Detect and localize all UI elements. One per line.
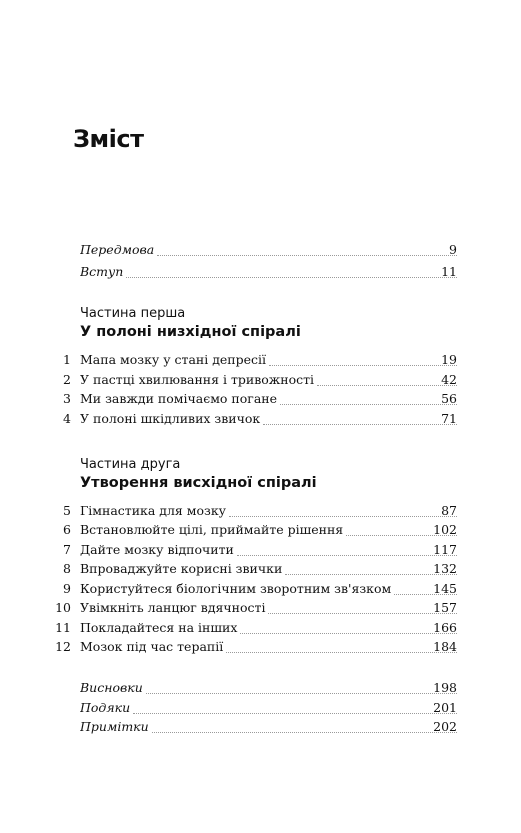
toc-chapter-11[interactable] <box>0 618 521 638</box>
chapter-title: Покладайтеся на інших <box>80 620 238 635</box>
toc-page-number: 157 <box>433 600 457 615</box>
toc-page-number: 56 <box>441 391 457 406</box>
chapter-title: Мапа мозку у стані депресії <box>80 352 267 367</box>
chapter-title: У полоні шкідливих звичок <box>80 411 261 426</box>
toc-chapter-10[interactable] <box>0 598 521 618</box>
toc-entry-label: Вступ <box>80 264 124 279</box>
dot-leader <box>152 731 457 733</box>
part-one-title: У полоні низхідної спіралі <box>80 324 301 340</box>
toc-entry-intro[interactable] <box>0 262 521 282</box>
toc-chapter-7[interactable] <box>0 540 521 560</box>
chapter-title: Гімнастика для мозку <box>80 503 226 518</box>
chapter-number: 4 <box>63 411 71 426</box>
part-two-label: Частина друга <box>80 457 181 472</box>
chapter-title: У пастці хвилювання і тривожності <box>80 372 315 387</box>
toc-chapter-1[interactable] <box>0 350 521 370</box>
toc-page-number: 117 <box>433 542 457 557</box>
toc-entry-conclusions[interactable] <box>0 678 521 698</box>
toc-chapter-12[interactable] <box>0 637 521 657</box>
toc-page-number: 202 <box>433 719 457 734</box>
chapter-number: 8 <box>63 561 71 576</box>
dot-leader <box>263 423 457 425</box>
toc-page-number: 19 <box>441 352 457 367</box>
part-one-label: Частина перша <box>80 306 186 321</box>
toc-entry-label: Висновки <box>80 680 143 695</box>
toc-chapter-5[interactable] <box>0 501 521 521</box>
toc-chapter-3[interactable] <box>0 389 521 409</box>
chapter-number: 5 <box>63 503 71 518</box>
part-two-title: Утворення висхідної спіралі <box>80 475 317 491</box>
chapter-number: 1 <box>63 352 71 367</box>
dot-leader <box>285 573 457 575</box>
toc-chapter-9[interactable] <box>0 579 521 599</box>
chapter-number: 2 <box>63 372 71 387</box>
toc-entry-label: Передмова <box>80 242 155 257</box>
dot-leader <box>280 403 457 405</box>
chapter-number: 6 <box>63 522 71 537</box>
toc-entry-notes[interactable] <box>0 717 521 737</box>
toc-page-number: 102 <box>433 522 457 537</box>
toc-page-number: 166 <box>433 620 457 635</box>
dot-leader <box>126 276 457 278</box>
toc-page-number: 198 <box>433 680 457 695</box>
toc-entry-foreword[interactable] <box>0 240 521 260</box>
dot-leader <box>157 254 457 256</box>
chapter-title: Впроваджуйте корисні звички <box>80 561 283 576</box>
toc-page-number: 184 <box>433 639 457 654</box>
chapter-number: 7 <box>63 542 71 557</box>
dot-leader <box>317 384 457 386</box>
dot-leader <box>226 651 457 653</box>
dot-leader <box>133 712 457 714</box>
toc-page-number: 11 <box>441 264 457 279</box>
dot-leader <box>146 692 457 694</box>
chapter-number: 10 <box>55 600 71 615</box>
toc-page-number: 71 <box>441 411 457 426</box>
toc-page-number: 201 <box>433 700 457 715</box>
dot-leader <box>269 364 457 366</box>
page-title: Зміст <box>73 125 144 153</box>
toc-entry-label: Подяки <box>80 700 131 715</box>
chapter-title: Користуйтеся біологічним зворотним зв'язком <box>80 581 392 596</box>
toc-page-number: 132 <box>433 561 457 576</box>
chapter-title: Мозок під час терапії <box>80 639 224 654</box>
toc-chapter-8[interactable] <box>0 559 521 579</box>
dot-leader <box>237 554 457 556</box>
toc-page-number: 87 <box>441 503 457 518</box>
toc-page-number: 145 <box>433 581 457 596</box>
chapter-number: 3 <box>63 391 71 406</box>
toc-entry-label: Примітки <box>80 719 149 734</box>
toc-page-number: 42 <box>441 372 457 387</box>
dot-leader <box>268 612 457 614</box>
dot-leader <box>240 632 457 634</box>
toc-page-number: 9 <box>449 242 457 257</box>
toc-entry-acknowledgements[interactable] <box>0 698 521 718</box>
dot-leader <box>229 515 457 517</box>
chapter-title: Ми завжди помічаємо погане <box>80 391 278 406</box>
toc-chapter-6[interactable] <box>0 520 521 540</box>
toc-chapter-4[interactable] <box>0 409 521 429</box>
chapter-number: 12 <box>55 639 71 654</box>
chapter-title: Встановлюйте цілі, приймайте рішення <box>80 522 344 537</box>
chapter-title: Дайте мозку відпочити <box>80 542 234 557</box>
chapter-number: 11 <box>55 620 71 635</box>
chapter-title: Увімкніть ланцюг вдячності <box>80 600 266 615</box>
chapter-number: 9 <box>63 581 71 596</box>
toc-chapter-2[interactable] <box>0 370 521 390</box>
